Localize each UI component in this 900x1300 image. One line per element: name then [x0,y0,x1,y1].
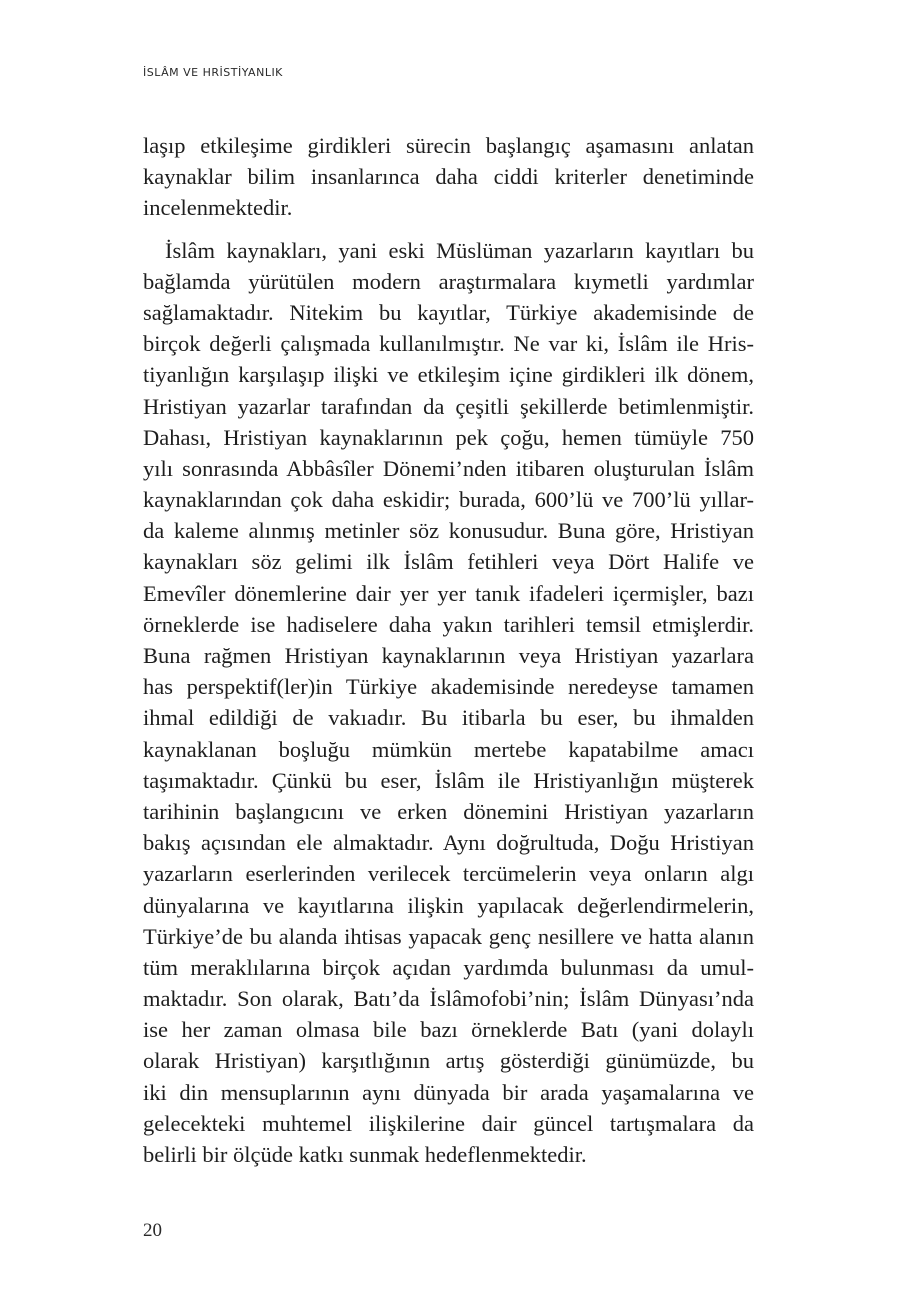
text-line: kaynaklar bilim insanlarınca daha ciddi kriterler denetiminde [143,164,754,190]
text-line: dünyalarına ve kayıtlarına ilişkin yapılacak değerlendirmelerin, [143,892,754,918]
paragraph-2 [143,235,754,1171]
text-line: ise her zaman olmasa bile bazı örneklerde Batı (yani dolaylı [143,1017,754,1043]
text-line: kaynaklanan boşluğu mümkün mertebe kapatabilme amacı [143,736,754,762]
text-line: örneklerde ise hadiselere daha yakın tarihleri temsil etmişlerdir. [143,611,754,637]
text-line: taşımaktadır. Çünkü bu eser, İslâm ile Hristiyanlığın müşterek [143,767,754,793]
text-line: olarak Hristiyan) karşıtlığının artış gösterdiği günümüzde, bu [143,1048,754,1074]
text-line: has perspektif(ler)in Türkiye akademisinde neredeyse tamamen [143,674,754,700]
text-line: yazarların eserlerinden verilecek tercümelerin veya onların algı [143,861,754,887]
body-text [143,130,754,1170]
text-line: ihmal edildiği de vakıadır. Bu itibarla bu eser, bu ihmalden [143,705,754,731]
text-line: iki din mensuplarının aynı dünyada bir arada yaşamalarına ve [143,1079,754,1105]
text-line: Dahası, Hristiyan kaynaklarının pek çoğu, hemen tümüyle 750 [143,424,754,450]
text-line: yılı sonrasında Abbâsîler Dönemi’nden itibaren oluşturulan İslâm [143,455,754,481]
text-line: da kaleme alınmış metinler söz konusudur. Buna göre, Hristiyan [143,518,754,544]
text-line: Türkiye’de bu alanda ihtisas yapacak genç nesillere ve hatta alanın [143,923,754,949]
text-line: Emevîler dönemlerine dair yer yer tanık ifadeleri içermişler, bazı [143,580,754,606]
text-line: maktadır. Son olarak, Batı’da İslâmofobi’nin; İslâm Dünyası’nda [143,986,754,1012]
text-line: bağlamda yürütülen modern araştırmalara kıymetli yardımlar [143,268,754,294]
text-line: birçok değerli çalışmada kullanılmıştır. Ne var ki, İslâm ile Hris- [143,331,754,357]
paragraph-gap [143,224,754,235]
text-line: kaynakları söz gelimi ilk İslâm fetihleri veya Dört Halife ve [143,549,754,575]
text-line: belirli bir ölçüde katkı sunmak hedeflenmektedir. [143,1142,587,1167]
text-line: sağlamaktadır. Nitekim bu kayıtlar, Türkiye akademisinde de [143,299,754,325]
text-line: Hristiyan yazarlar tarafından da çeşitli şekillerde betimlenmiştir. [143,393,754,419]
text-line: bakış açısından ele almaktadır. Aynı doğrultuda, Doğu Hristiyan [143,830,754,856]
page-number: 20 [143,1220,162,1241]
text-line: Buna rağmen Hristiyan kaynaklarının veya Hristiyan yazarlara [143,643,754,668]
text-line: İslâm kaynakları, yani eski Müslüman yazarların kayıtları bu [165,237,754,263]
text-line: kaynaklarından çok daha eskidir; burada, 600’lü ve 700’lü yıllar- [143,487,754,513]
text-line: tüm meraklılarına birçok açıdan yardımda bulunması da umul- [143,954,754,980]
text-line: incelenmektedir. [143,195,293,221]
text-line: gelecekteki muhtemel ilişkilerine dair güncel tartışmalara da [143,1110,754,1136]
running-header: İSLÂM VE HRİSTİYANLIK [143,66,283,79]
text-line: laşıp etkileşime girdikleri sürecin başlangıç aşamasını anlatan [143,133,754,158]
text-line: tarihinin başlangıcını ve erken dönemini Hristiyan yazarların [143,798,754,824]
text-line: tiyanlığın karşılaşıp ilişki ve etkileşim içine girdikleri ilk dönem, [143,362,754,388]
paragraph-1 [143,130,754,224]
